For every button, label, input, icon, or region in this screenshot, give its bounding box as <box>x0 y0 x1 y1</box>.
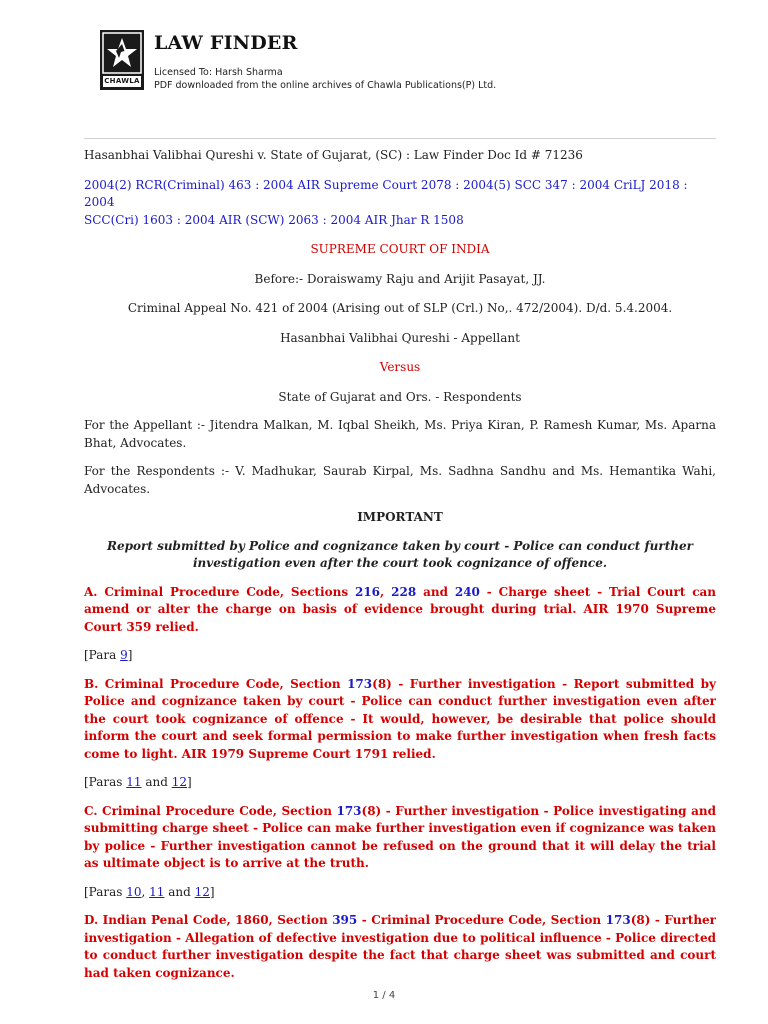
appeal-details: Criminal Appeal No. 421 of 2004 (Arising out of SLP (Crl.) No,. 472/2004). D/d. 5.4.2004. <box>127 301 673 315</box>
headnote-d-prefix: D. Indian Penal Code, 1860, Section <box>84 913 333 927</box>
license-info <box>154 66 496 92</box>
headnote-c-prefix: C. Criminal Procedure Code, Section <box>84 803 337 818</box>
citations-line-2: SCC(Cri) 1603 : 2004 AIR (SCW) 2063 : 2004 AIR Jhar R 1508 <box>84 212 464 227</box>
paras-close: ] <box>209 884 215 899</box>
paras-and: and <box>141 775 172 789</box>
important-heading: IMPORTANT <box>357 510 443 524</box>
headnote-c <box>84 803 716 873</box>
headnote-a-prefix: A. Criminal Procedure Code, Sections <box>84 584 355 599</box>
section-173[interactable]: 173 <box>336 803 362 818</box>
respondents: State of Gujarat and Ors. - Respondents <box>278 389 522 404</box>
headnote-b-text: (8) - Further investigation - Report submitted by Police and cognizance taken by court - Police can conduct further investigation even after the court took cognizance of offence - It would, however, be desirable that police should inform the court and seek formal permission to make further investigation when fresh facts come to light. AIR 1979 Supreme Court 1791 relied. <box>84 676 717 761</box>
source-note: PDF downloaded from the online archives of Chawla Publications(P) Ltd. <box>154 80 497 91</box>
headnote-d <box>84 912 716 982</box>
versus: Versus <box>379 360 421 374</box>
paras-sep: , <box>141 884 150 899</box>
headnote-d-text: (8) - Further investigation - Allegation of defective investigation due to political influence - Police directed to conduct further investigation despite the fact that charge sheet was submitted and court had taken cognizance. <box>84 913 716 980</box>
headnote-c-paras <box>84 884 716 902</box>
court-name: SUPREME COURT OF INDIA <box>310 242 490 256</box>
citations <box>84 177 716 230</box>
paras-close: ] <box>187 775 192 789</box>
para-link-11[interactable]: 11 <box>126 775 142 789</box>
paras-and: and <box>164 884 195 899</box>
headnote-d-mid: - Criminal Procedure Code, Section <box>357 913 606 927</box>
para-link-9[interactable]: 9 <box>120 648 128 662</box>
document-header <box>100 30 660 92</box>
headnote-a-sep2: and <box>416 584 455 599</box>
paras-open: [Para <box>84 648 121 662</box>
headnote-b <box>84 676 716 764</box>
licensed-to: Licensed To: Harsh Sharma <box>154 67 283 78</box>
summary: Report submitted by Police and cognizance taken by court - Police can conduct further investigation even after the court took cognizance of offence. <box>107 538 693 570</box>
brand-title: LAW FINDER <box>154 32 298 54</box>
para-link-10[interactable]: 10 <box>126 884 142 899</box>
headnote-a <box>84 584 716 637</box>
headnote-b-prefix: B. Criminal Procedure Code, Section <box>84 676 348 691</box>
headnote-b-paras <box>84 774 716 792</box>
section-395[interactable]: 395 <box>332 913 358 927</box>
paras-open: [Paras <box>84 884 127 899</box>
section-173[interactable]: 173 <box>605 913 631 927</box>
headnote-a-paras <box>84 647 716 665</box>
document-body <box>84 147 716 982</box>
section-228[interactable]: 228 <box>391 584 417 599</box>
appellant: Hasanbhai Valibhai Qureshi - Appellant <box>280 330 520 345</box>
header-divider <box>84 138 716 139</box>
para-link-11[interactable]: 11 <box>149 884 165 899</box>
citations-line-1: 2004(2) RCR(Criminal) 463 : 2004 AIR Supreme Court 2078 : 2004(5) SCC 347 : 2004 CriLJ 2018 : 2004 <box>84 177 688 209</box>
page-indicator: 1 / 4 <box>372 990 396 1001</box>
section-173[interactable]: 173 <box>347 676 373 691</box>
paras-close: ] <box>127 648 133 662</box>
headnote-a-sep1: , <box>380 584 392 599</box>
section-216[interactable]: 216 <box>354 584 381 599</box>
counsel-appellant: For the Appellant :- Jitendra Malkan, M. Iqbal Sheikh, Ms. Priya Kiran, P. Ramesh Kumar, Ms. Aparna Bhat, Advocates. <box>84 418 716 450</box>
doc-title: Hasanbhai Valibhai Qureshi v. State of Gujarat, (SC) : Law Finder Doc Id # 71236 <box>84 148 583 162</box>
headnote-a-text: - Charge sheet - Trial Court can amend or alter the charge on basis of evidence brought during trial. AIR 1970 Supreme Court 359 relied. <box>84 584 717 634</box>
section-240[interactable]: 240 <box>454 584 480 599</box>
para-link-12[interactable]: 12 <box>194 884 210 899</box>
counsel-respondents: For the Respondents :- V. Madhukar, Saurab Kirpal, Ms. Sadhna Sandhu and Ms. Hemantika Wahi, Advocates. <box>84 464 716 496</box>
law-finder-logo <box>100 30 144 90</box>
headnote-c-text: (8) - Further investigation - Police investigating and submitting charge sheet - Police can make further investigation even if cognizance was taken by police - Further investigation cannot be refused on the ground that it will delay the trial as ultimate object is to arrive at the truth. <box>84 803 716 870</box>
para-link-12[interactable]: 12 <box>171 775 187 789</box>
logo-wordmark: CHAWLA <box>104 77 140 85</box>
bench: Before:- Doraiswamy Raju and Arijit Pasayat, JJ. <box>254 271 546 286</box>
paras-open: [Paras <box>84 775 127 789</box>
